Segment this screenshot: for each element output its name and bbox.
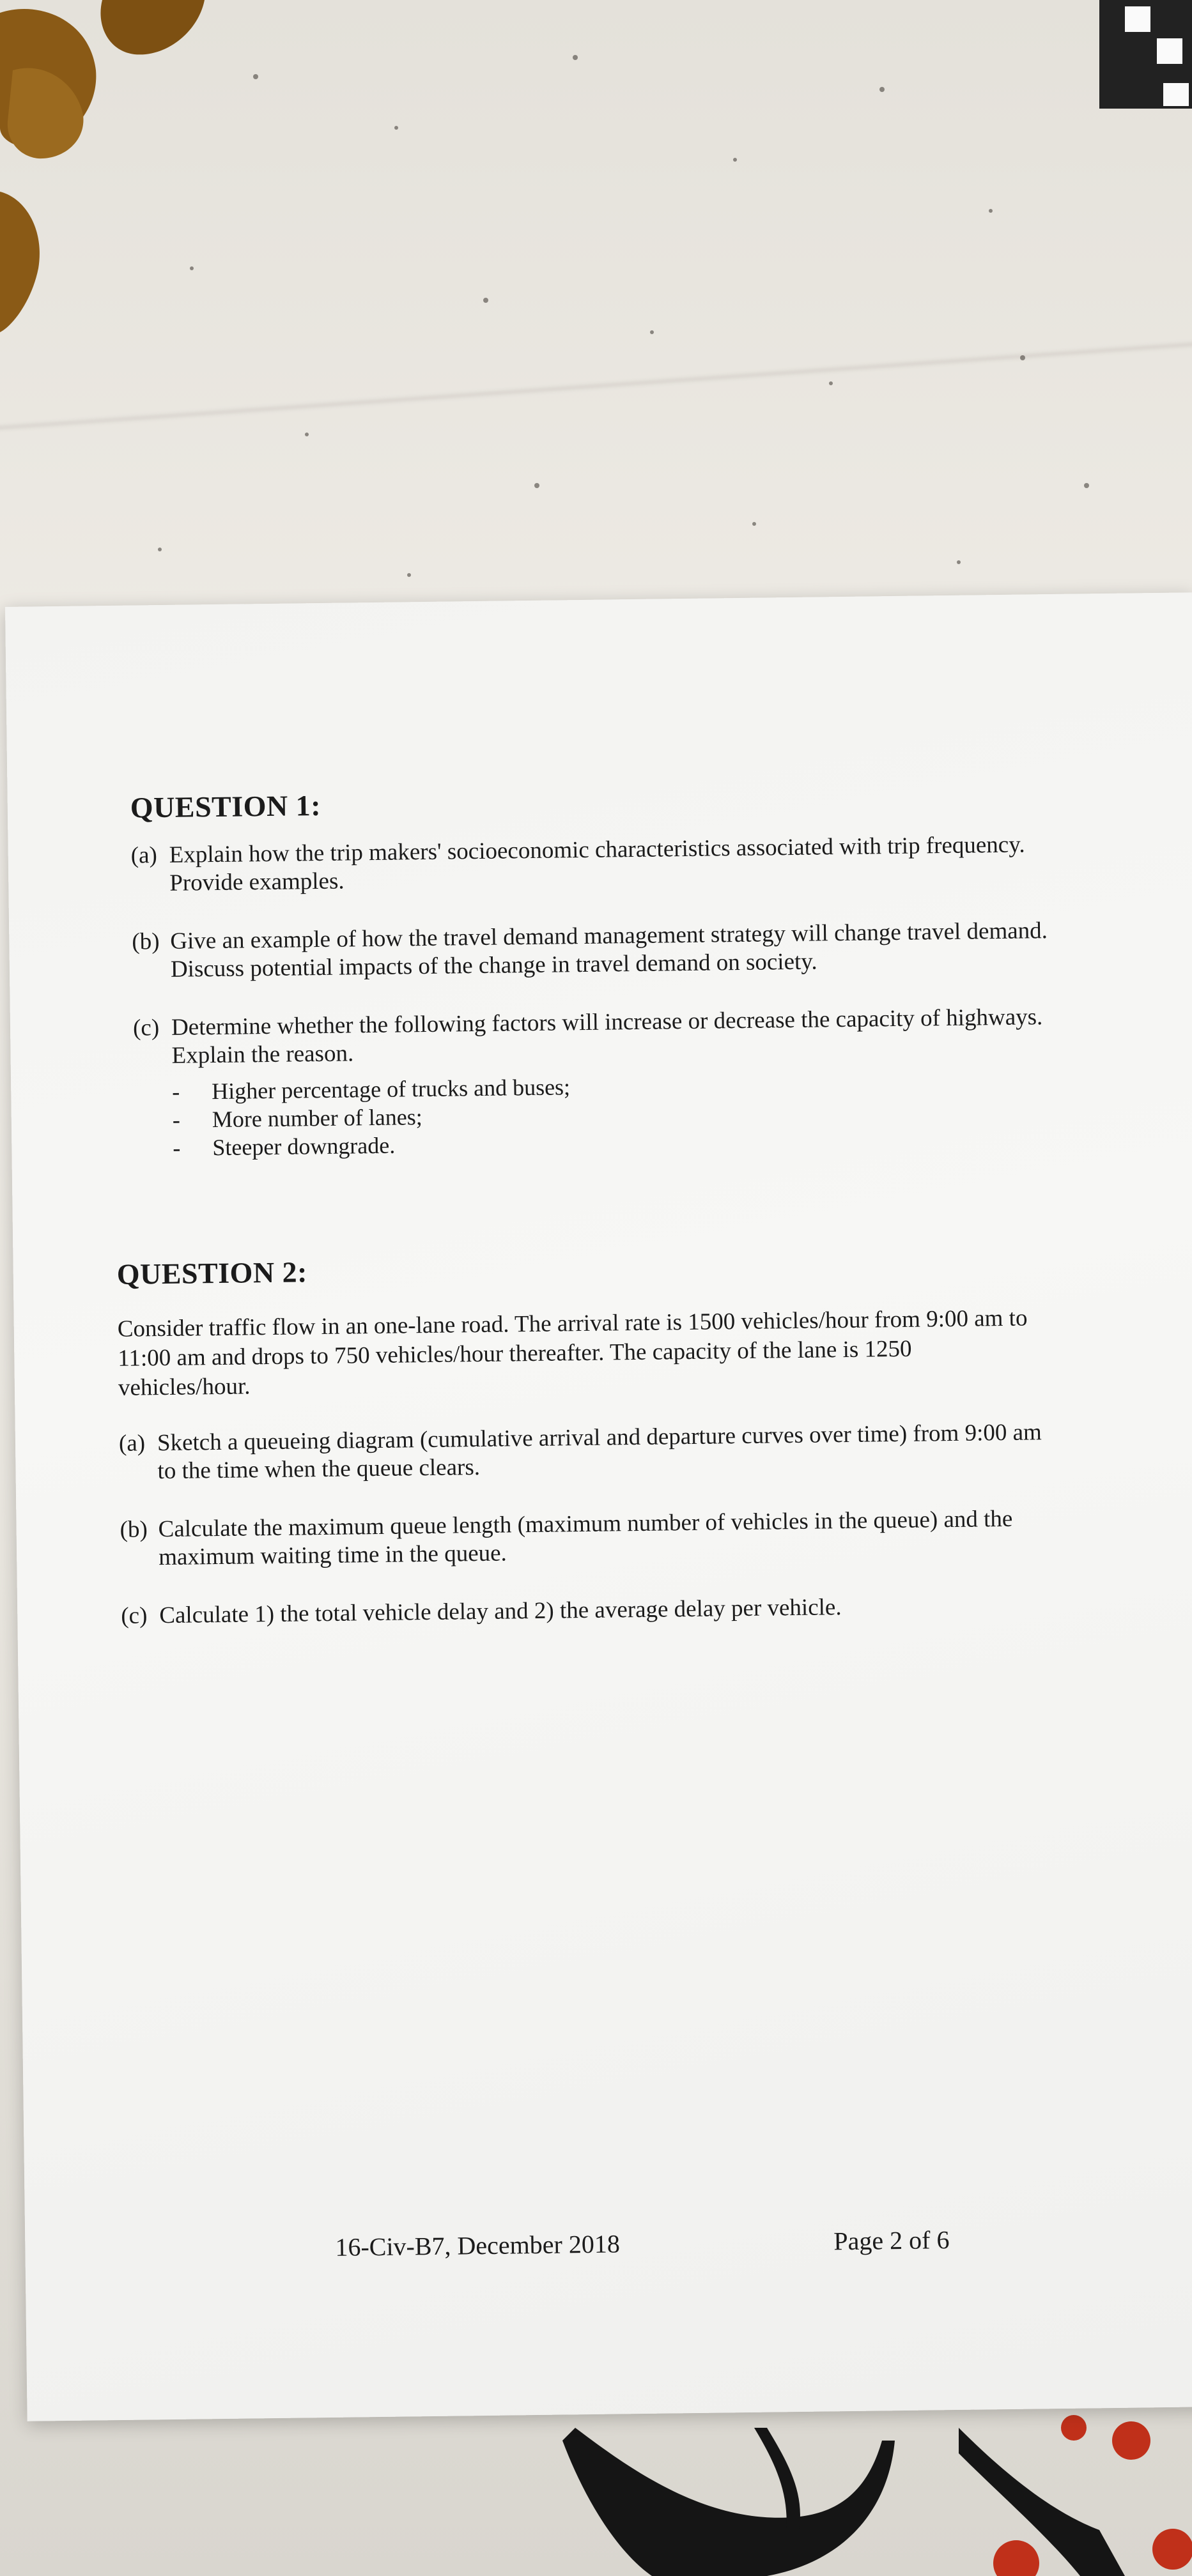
part-text: Calculate the maximum queue length (maximum number of vehicles in the queue) and the	[158, 1505, 1013, 1543]
question2-intro	[118, 1302, 1142, 1403]
factor-text: Higher percentage of trucks and buses;	[212, 1074, 571, 1105]
question2-part-b	[120, 1503, 1156, 1572]
question2-heading: QUESTION 2:	[116, 1255, 308, 1291]
factor-text: Steeper downgrade.	[212, 1132, 396, 1161]
factor-list-item	[173, 1131, 395, 1162]
part-text: Explain how the trip makers' socioeconomic characteristics associated with trip frequency.	[169, 831, 1025, 868]
part-text: Calculate 1) the total vehicle delay and 2) the average delay per vehicle.	[159, 1594, 842, 1629]
red-dot	[1112, 2421, 1150, 2460]
question1-part-c	[133, 1002, 1131, 1071]
exam-paper	[5, 592, 1192, 2421]
factor-list-item	[173, 1103, 422, 1134]
part-label: (b)	[132, 928, 160, 955]
part-text-continued: Provide examples.	[169, 868, 344, 896]
keyboard-key	[1157, 38, 1182, 64]
keyboard-key	[1163, 83, 1189, 106]
question1-part-b	[132, 916, 1129, 985]
bullet-dash: -	[172, 1107, 181, 1133]
part-text-continued: to the time when the queue clears.	[157, 1454, 481, 1485]
part-text-continued: Discuss potential impacts of the change in travel demand on society.	[170, 948, 817, 983]
part-label: (c)	[121, 1602, 148, 1629]
black-pattern-shape	[562, 2428, 895, 2576]
part-label: (a)	[130, 842, 158, 869]
page-number: Page 2 of 6	[833, 2225, 950, 2256]
red-dot	[993, 2540, 1039, 2576]
intro-line: 11:00 am and drops to 750 vehicles/hour thereafter. The capacity of the lane is 1250	[118, 1335, 912, 1372]
black-pattern-shape	[754, 2428, 800, 2530]
factor-list-item	[172, 1073, 570, 1106]
intro-line: vehicles/hour.	[118, 1373, 251, 1401]
bullet-dash: -	[172, 1078, 180, 1105]
red-dot	[1152, 2529, 1192, 2570]
keyboard-key	[1125, 6, 1150, 32]
part-text: Determine whether the following factors will increase or decrease the capacity of highways.	[171, 1004, 1043, 1041]
question1-heading: QUESTION 1:	[130, 788, 321, 824]
part-text-continued: maximum waiting time in the queue.	[158, 1540, 507, 1571]
question1-part-a	[131, 830, 1129, 898]
black-pattern-shape	[959, 2428, 1125, 2576]
intro-line: Consider traffic flow in an one-lane road. The arrival rate is 1500 vehicles/hour from 9:00 am to	[117, 1305, 1028, 1342]
bullet-dash: -	[173, 1135, 181, 1161]
part-label: (b)	[120, 1516, 148, 1543]
part-label: (c)	[132, 1015, 160, 1041]
part-label: (a)	[118, 1430, 146, 1457]
factor-text: More number of lanes;	[212, 1104, 422, 1133]
part-text-continued: Explain the reason.	[171, 1040, 354, 1069]
question2-part-c	[121, 1590, 1156, 1630]
part-text: Give an example of how the travel demand management strategy will change travel demand.	[170, 917, 1048, 954]
part-text: Sketch a queueing diagram (cumulative arrival and departure curves over time) from 9:00 am	[157, 1419, 1042, 1457]
question2-part-a	[119, 1417, 1155, 1486]
exam-code: 16-Civ-B7, December 2018	[335, 2229, 621, 2262]
ochre-leaf-shape	[100, 0, 205, 54]
red-dot	[1061, 2415, 1087, 2441]
ochre-leaf-shape	[0, 192, 40, 332]
